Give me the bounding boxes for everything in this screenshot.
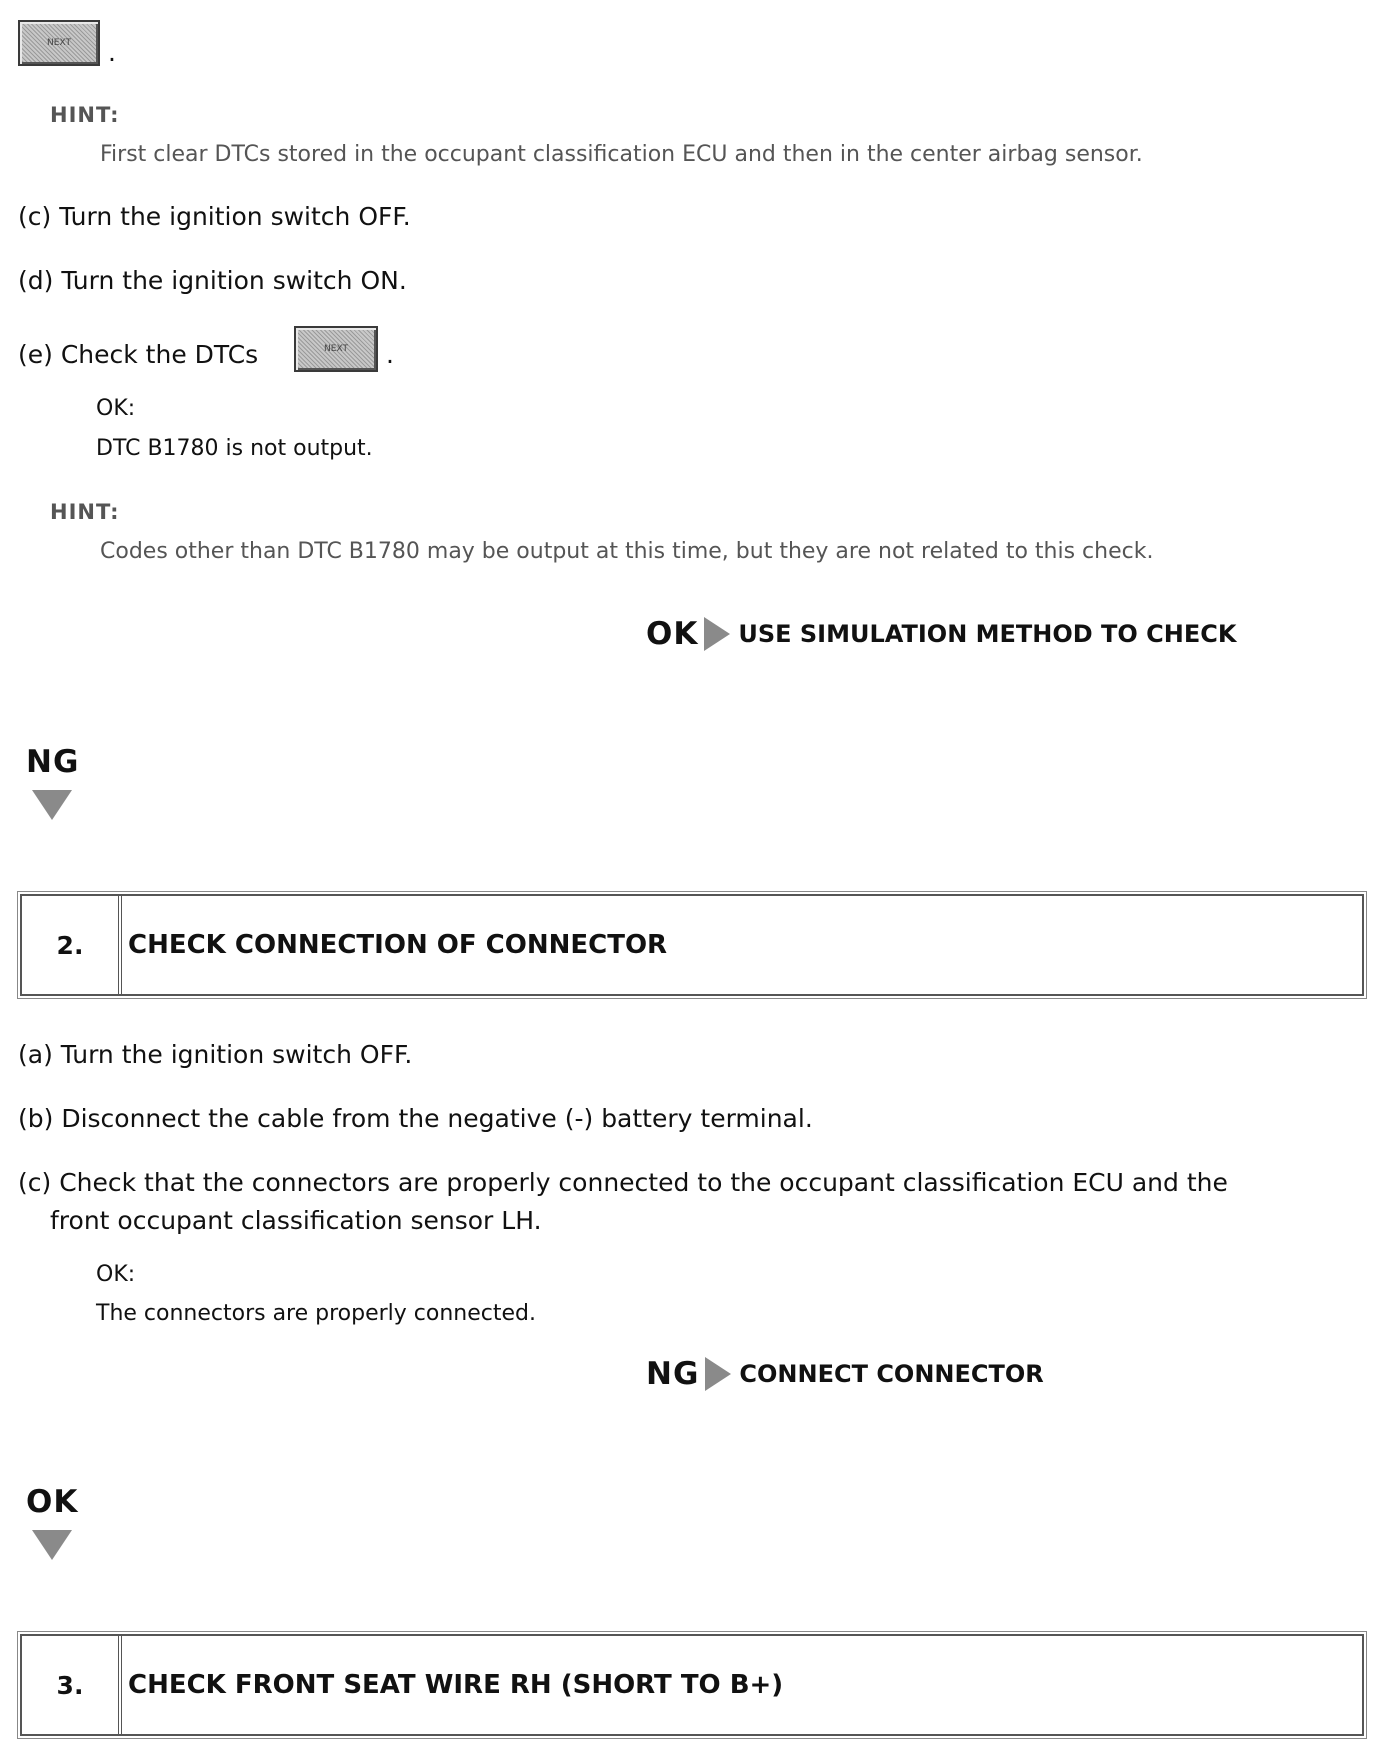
result-code: OK xyxy=(646,616,699,652)
flow-code: OK xyxy=(26,1484,79,1520)
step-title: CHECK CONNECTION OF CONNECTOR xyxy=(128,930,668,960)
step-item-b: (b) Disconnect the cable from the negative (-) battery terminal. xyxy=(18,1104,813,1133)
result-action-link[interactable]: CONNECT CONNECTOR xyxy=(739,1360,1044,1388)
hint-label: HINT: xyxy=(50,500,120,524)
result-ok-line xyxy=(646,616,1236,652)
spec-label: OK: xyxy=(96,1262,136,1287)
step-item-a: (a) Turn the ignition switch OFF. xyxy=(18,1040,413,1069)
step-title: CHECK FRONT SEAT WIRE RH (SHORT TO B+) xyxy=(128,1670,784,1700)
spec-label: OK: xyxy=(96,396,136,421)
arrow-right-icon xyxy=(704,617,730,651)
intro-trailing-period: . xyxy=(108,38,116,67)
step-item-e: (e) Check the DTCs xyxy=(18,340,259,369)
result-action-link[interactable]: USE SIMULATION METHOD TO CHECK xyxy=(738,620,1237,648)
hint-text: Codes other than DTC B1780 may be output at this time, but they are not related to this check. xyxy=(100,539,1154,564)
step-item-e-period: . xyxy=(386,340,394,369)
result-ng-line xyxy=(646,1356,1044,1392)
step-item-c: (c) Check that the connectors are properly connected to the occupant classification ECU and the xyxy=(18,1168,1228,1197)
dtc-button[interactable]: NEXT xyxy=(294,326,378,372)
arrow-down-icon xyxy=(32,790,72,820)
step-item-c: (c) Turn the ignition switch OFF. xyxy=(18,202,411,231)
step-item-c-continued: front occupant classification sensor LH. xyxy=(50,1206,542,1235)
step-number: 3. xyxy=(22,1636,122,1734)
result-code: NG xyxy=(646,1356,700,1392)
step-header xyxy=(20,894,1364,996)
arrow-down-icon xyxy=(32,1530,72,1560)
spec-text: The connectors are properly connected. xyxy=(96,1301,536,1326)
step-header xyxy=(20,1634,1364,1736)
arrow-right-icon xyxy=(705,1357,731,1391)
step-item-d: (d) Turn the ignition switch ON. xyxy=(18,266,407,295)
hint-label: HINT: xyxy=(50,103,120,127)
hint-text: First clear DTCs stored in the occupant classification ECU and then in the center airbag sensor. xyxy=(100,142,1143,167)
step-number: 2. xyxy=(22,896,122,994)
flow-code: NG xyxy=(26,744,80,780)
spec-text: DTC B1780 is not output. xyxy=(96,436,373,461)
next-button[interactable]: NEXT xyxy=(18,20,100,66)
